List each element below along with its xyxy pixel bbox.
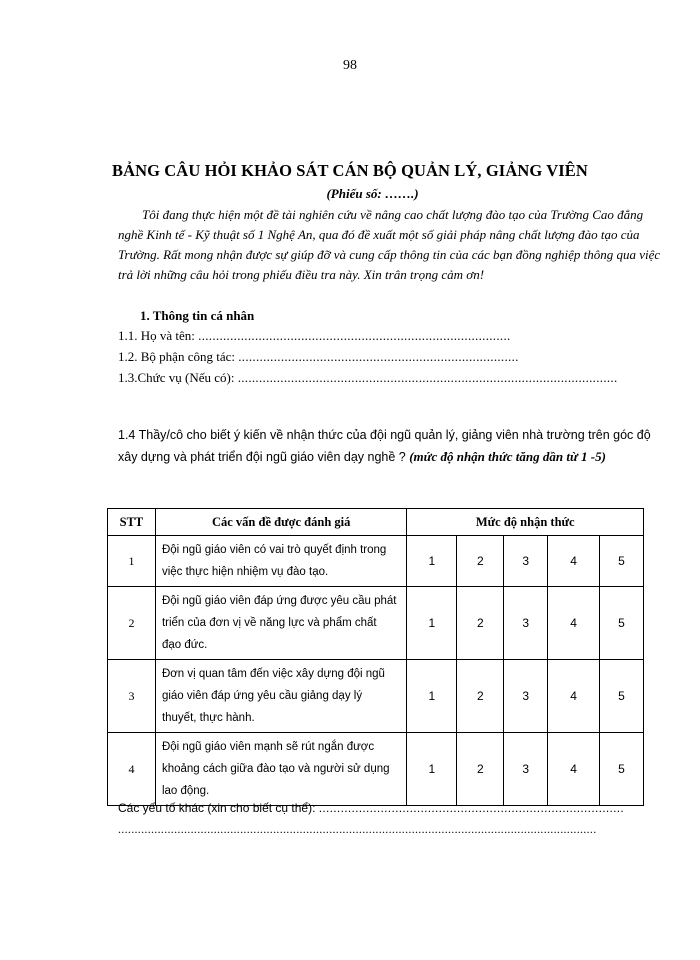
table-row [108, 660, 644, 733]
row-issue: Đội ngũ giáo viên đáp ứng được yêu cầu phát triển của đơn vị về năng lực và phẩm chất đạo đức. [155, 587, 407, 660]
table-row [108, 587, 644, 660]
form-number: (Phiếu số: …….) [326, 186, 419, 201]
survey-title: BẢNG CÂU HỎI KHẢO SÁT CÁN BỘ QUẢN LÝ, GIẢNG VIÊN [112, 161, 588, 180]
page-number: 98 [343, 58, 357, 73]
level-option-4[interactable]: 4 [548, 660, 600, 733]
position-field[interactable] [118, 370, 618, 386]
table-row [108, 536, 644, 587]
level-option-4[interactable]: 4 [548, 536, 600, 587]
row-issue: Đơn vị quan tâm đến việc xây dựng đội ngũ giáo viên đáp ứng yêu cầu giảng dạy lý thuyết, thực hành. [155, 660, 407, 733]
other-factors-label: Các yếu tố khác (xin cho biết cụ thể): [118, 801, 319, 815]
level-option-3[interactable]: 3 [504, 587, 548, 660]
other-factors-blank[interactable]: .................................................................................... [318, 801, 625, 815]
table-header-row [108, 509, 644, 536]
other-factors-field[interactable] [118, 801, 624, 815]
row-issue: Đội ngũ giáo viên có vai trò quyết định trong việc thực hiện nhiệm vụ đào tạo. [155, 536, 407, 587]
position-blank[interactable]: ........................................................................................................... [237, 370, 618, 385]
level-option-1[interactable]: 1 [407, 536, 457, 587]
intro-text: Tôi đang thực hiện một đề tài nghiên cứu về nâng cao chất lượng đào tạo của Trường Cao đẳng nghề Kinh tế - Kỹ thuật số 1 Nghệ An, qua đó đề xuất một số giải pháp nâng chất lượng đào tạo của Trường. Rất mong nhận được sự giúp đỡ và cung cấp thông tin của các bạn đồng nghiệp thông qua việc trả lời những câu hỏi trong phiếu điều tra này. Xin trân trọng cảm ơn! [118, 207, 661, 282]
name-label: 1.1. Họ và tên: [118, 328, 199, 343]
level-option-5[interactable]: 5 [600, 536, 644, 587]
department-label: 1.2. Bộ phận công tác: [118, 349, 239, 364]
row-stt: 4 [108, 733, 156, 806]
level-option-3[interactable]: 3 [504, 660, 548, 733]
question-text: 1.4 Thầy/cô cho biết ý kiến về nhận thức của đội ngũ quản lý, giảng viên nhà trường trên góc độ xây dựng và phát triển đội ngũ giáo viên dạy nghề ? [118, 428, 651, 464]
question-1-4 [118, 424, 668, 468]
level-option-5[interactable]: 5 [600, 733, 644, 806]
level-option-2[interactable]: 2 [457, 587, 504, 660]
level-option-5[interactable]: 5 [600, 660, 644, 733]
level-option-4[interactable]: 4 [548, 733, 600, 806]
header-stt: STT [108, 509, 156, 536]
row-issue: Đội ngũ giáo viên mạnh sẽ rút ngắn được khoảng cách giữa đào tạo và người sử dụng lao động. [155, 733, 407, 806]
header-issue: Các vấn đề được đánh giá [155, 509, 407, 536]
row-stt: 1 [108, 536, 156, 587]
level-option-3[interactable]: 3 [504, 733, 548, 806]
level-option-1[interactable]: 1 [407, 733, 457, 806]
position-label: 1.3.Chức vụ (Nếu có): [118, 370, 238, 385]
level-option-1[interactable]: 1 [407, 587, 457, 660]
table-row [108, 733, 644, 806]
department-blank[interactable]: ............................................................................... [238, 349, 519, 364]
level-option-5[interactable]: 5 [600, 587, 644, 660]
row-stt: 3 [108, 660, 156, 733]
level-option-3[interactable]: 3 [504, 536, 548, 587]
question-hint: (mức độ nhận thức tăng dần từ 1 -5) [409, 449, 606, 464]
name-field[interactable] [118, 328, 511, 344]
department-field[interactable] [118, 349, 519, 365]
level-option-2[interactable]: 2 [457, 660, 504, 733]
header-level: Mức độ nhận thức [407, 509, 644, 536]
level-option-1[interactable]: 1 [407, 660, 457, 733]
name-blank[interactable]: ........................................................................................ [198, 328, 511, 343]
row-stt: 2 [108, 587, 156, 660]
section-heading-personal-info: 1. Thông tin cá nhân [140, 308, 255, 323]
level-option-2[interactable]: 2 [457, 733, 504, 806]
survey-table [107, 508, 644, 806]
intro-paragraph [118, 205, 670, 285]
level-option-4[interactable]: 4 [548, 587, 600, 660]
level-option-2[interactable]: 2 [457, 536, 504, 587]
other-factors-blank-line[interactable]: ................................................................................................................................................. [118, 822, 597, 836]
